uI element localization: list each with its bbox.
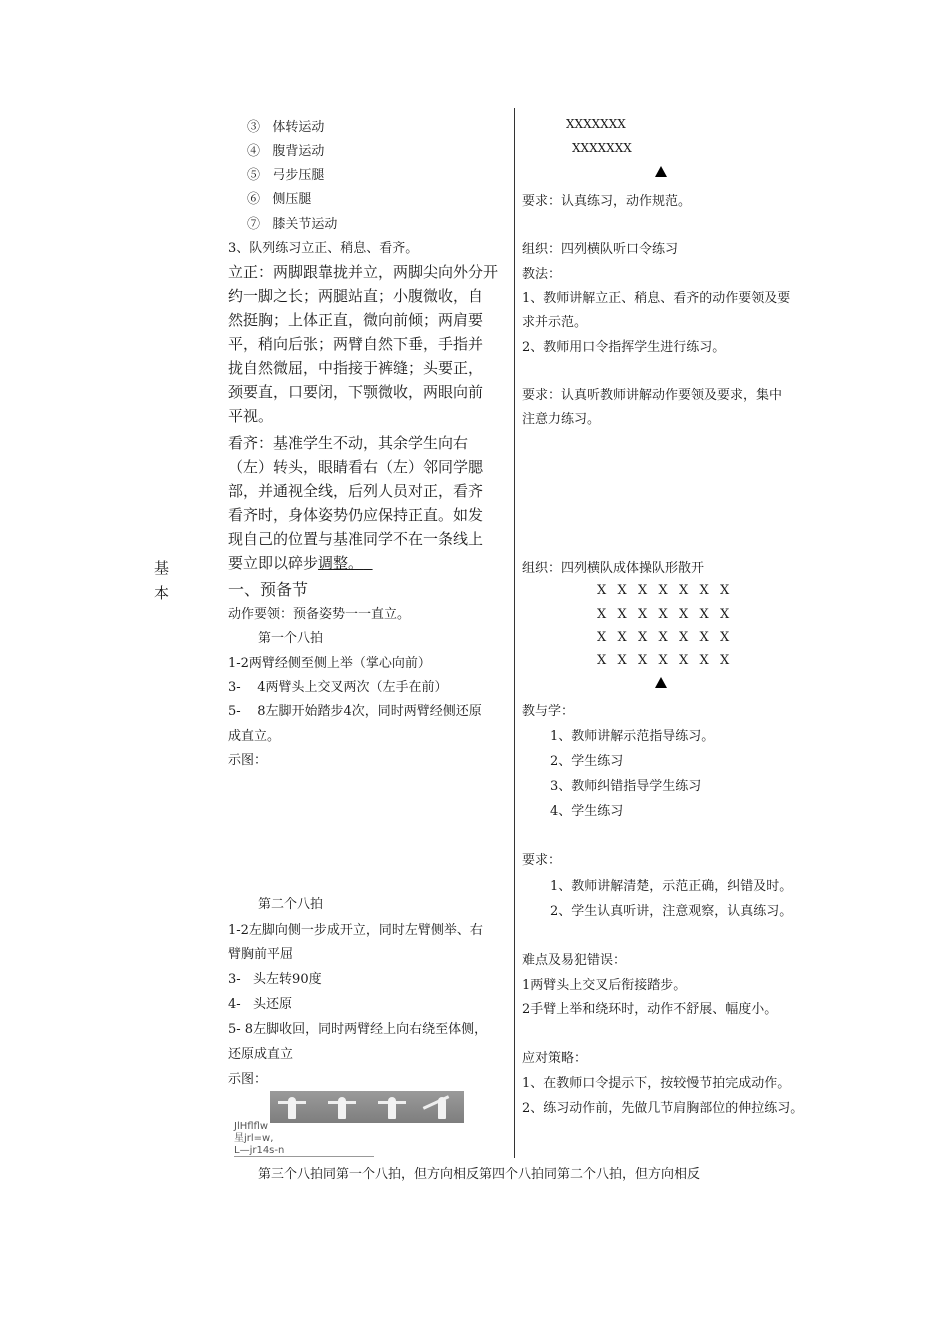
warmup-item: ⑦ 膝关节运动 (247, 217, 338, 232)
difficulty-title: 难点及易犯错误： (522, 953, 627, 968)
text-line: 1-2两臂经侧至侧上举（掌心向前） (228, 656, 431, 671)
eight1-title: 第一个八拍 (258, 631, 324, 646)
teacher-triangle-icon (655, 166, 667, 177)
text-line: 平，稍向后张；两臂自然下垂，手指并 (228, 335, 484, 353)
text-line: 要立即以碎步调整。 (228, 554, 364, 572)
column-divider (514, 108, 515, 1158)
text-line: 1、教师讲解立正、稍息、看齐的动作要领及要 (522, 291, 791, 306)
text-line: 求并示范。 (522, 315, 588, 330)
text-line: 臂胸前平屈 (228, 947, 294, 962)
figure (338, 1097, 346, 1119)
figure (288, 1097, 296, 1119)
ocr-artifact: JlHflflw 星jrl=w, L—jr14s-n (234, 1121, 285, 1156)
warmup-item: ⑤ 弓步压腿 (247, 168, 325, 183)
list-item: 2、学生练习 (550, 754, 624, 769)
eight2-title: 第二个八拍 (258, 897, 324, 912)
formation-x-row: XXXXXXX (572, 141, 632, 155)
text-line: 拢自然微屈，中指接于裤缝；头要正， (228, 359, 484, 377)
list-item: 1、教师讲解示范指导练习。 (550, 729, 715, 744)
text-line: 5- 8左脚收回，同时两臂经上向右绕至体侧， (228, 1022, 488, 1037)
text-line: 4- 头还原 (228, 997, 293, 1012)
requirement-1: 要求：认真练习，动作规范。 (522, 194, 692, 209)
section-title: 一、预备节 (228, 580, 309, 599)
text-line: 注意力练习。 (522, 412, 601, 427)
list-item: 1两臂头上交叉后衔接踏步。 (522, 978, 687, 993)
text-line: 1-2左脚向侧一步成开立，同时左臂侧举、右 (228, 923, 483, 938)
drill-title: 3、队列练习立正、稍息、看齐。 (228, 241, 419, 256)
list-item: 3、教师纠错指导学生练习 (550, 779, 702, 794)
formation-row: X X X X X X X (597, 583, 730, 598)
text-line: 要求：认真听教师讲解动作要领及要求，集中 (522, 388, 783, 403)
list-item: 2、练习动作前，先做几节肩胸部位的伸拉练习。 (522, 1101, 804, 1116)
text-line: 示图： (228, 753, 268, 768)
text-line: 2、教师用口令指挥学生进行练习。 (522, 340, 726, 355)
organization-2: 组织：四列横队成体操队形散开 (522, 561, 705, 576)
list-item: 1、教师讲解清楚，示范正确，纠错及时。 (550, 879, 793, 894)
warmup-item: ④ 腹背运动 (247, 144, 325, 159)
footer-note: 第三个八拍同第一个八拍，但方向相反第四个八拍同第二个八拍，但方向相反 (258, 1167, 701, 1182)
text-line: 约一脚之长；两腿站直；小腹微收，自 (228, 287, 484, 305)
figure (388, 1097, 396, 1119)
side-label-ji: 基 (154, 559, 170, 577)
strategy-title: 应对策略： (522, 1051, 588, 1066)
text-line: （左）转头，眼睛看右（左）邻同学腮 (228, 458, 484, 476)
formation-row: X X X X X X X (597, 653, 730, 668)
text-line: 3- 4两臂头上交叉两次（左手在前） (228, 680, 448, 695)
text-line: 示图： (228, 1072, 268, 1087)
text-line: 平视。 (228, 407, 274, 425)
text-line: 立正：两脚跟靠拢并立，两脚尖向外分开 (228, 263, 499, 281)
list-item: 1、在教师口令提示下，按较慢节拍完成动作。 (522, 1076, 791, 1091)
text-line: 3- 头左转90度 (228, 972, 322, 987)
figure (438, 1097, 446, 1119)
caption-rule (234, 1156, 374, 1157)
action-key: 动作要领：预备姿势一一直立。 (228, 607, 411, 622)
side-label-ben: 本 (154, 584, 170, 602)
list-item: 2手臂上举和绕环时，动作不舒展、幅度小。 (522, 1002, 778, 1017)
warmup-item: ⑥ 侧压腿 (247, 192, 312, 207)
text-line: 部，并通视全线，后列人员对正，看齐 (228, 482, 484, 500)
teacher-triangle-icon (655, 677, 667, 688)
text-line: 然挺胸；上体正直，微向前倾；两肩要 (228, 311, 484, 329)
list-item: 2、学生认真听讲，注意观察，认真练习。 (550, 904, 793, 919)
formation-row: X X X X X X X (597, 630, 730, 645)
warmup-item: ③ 体转运动 (247, 120, 325, 135)
text-line: 5- 8左脚开始踏步4次，同时两臂经侧还原 (228, 704, 482, 719)
requirement-3-title: 要求： (522, 853, 562, 868)
text-line: 颈要直，口要闭，下颚微收，两眼向前 (228, 383, 484, 401)
method-title: 教法： (522, 267, 562, 282)
text-line: 还原成直立 (228, 1047, 294, 1062)
formation-row: X X X X X X X (597, 607, 730, 622)
organization-1: 组织：四列横队听口令练习 (522, 242, 679, 257)
formation-x-row: XXXXXXX (566, 117, 626, 131)
text-line: 成直立。 (228, 729, 281, 744)
text-line: 现自己的位置与基准同学不在一条线上 (228, 530, 484, 548)
exercise-demo-image (270, 1091, 464, 1123)
text-line: 看齐时，身体姿势仍应保持正直。如发 (228, 506, 484, 524)
list-item: 4、学生练习 (550, 804, 624, 819)
teach-title: 教与学： (522, 704, 575, 719)
text-line: 看齐：基准学生不动，其余学生向右 (228, 434, 469, 452)
